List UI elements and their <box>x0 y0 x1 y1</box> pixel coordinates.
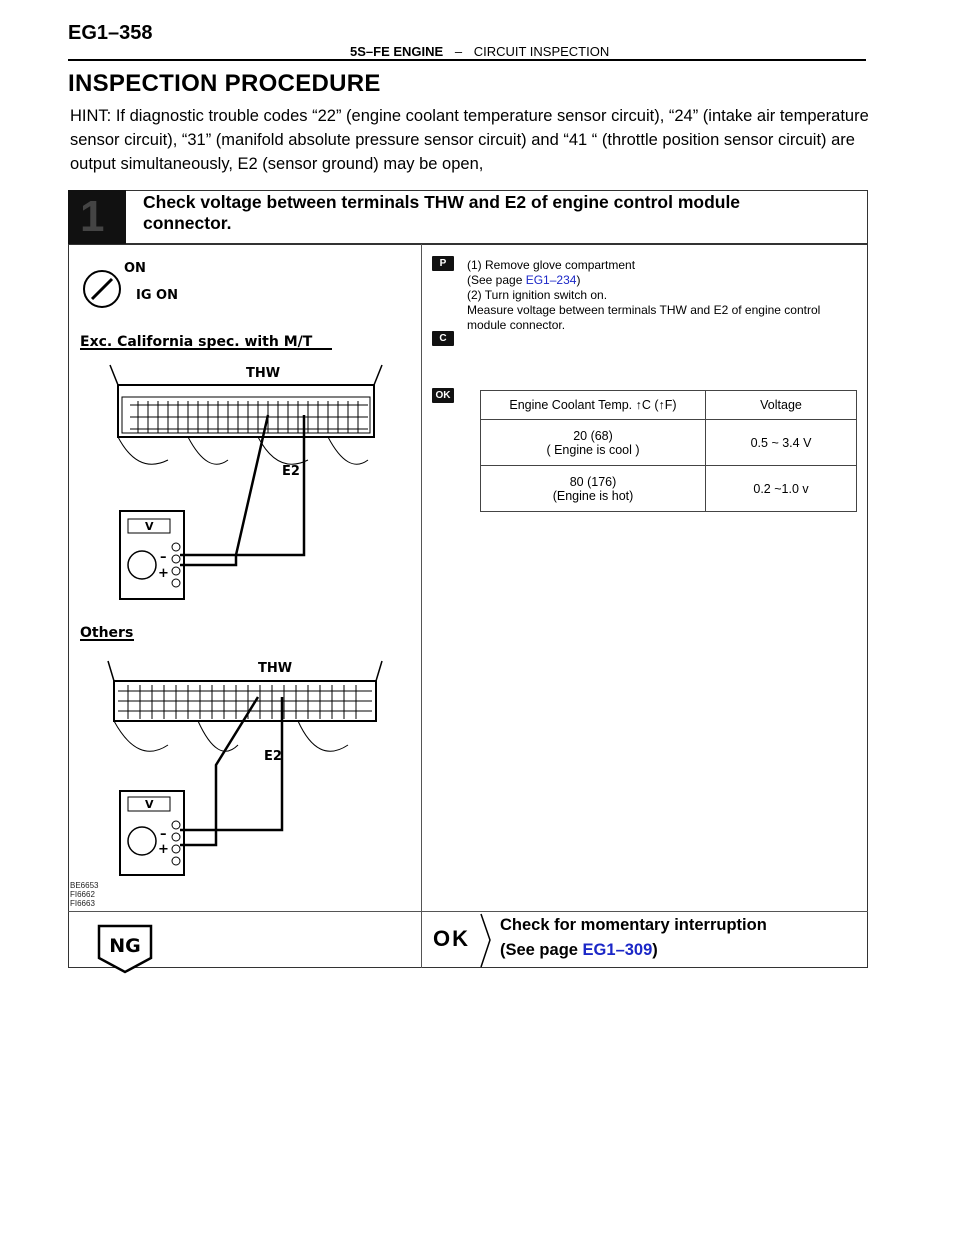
col-temp-header: Engine Coolant Temp. ↑C (↑F) <box>481 391 706 420</box>
page-link-eg1-309[interactable]: EG1–309 <box>582 941 653 959</box>
temp-cell: 80 (176) (Engine is hot) <box>481 466 706 512</box>
switch-ig-label: IG ON <box>136 288 178 303</box>
figure-codes <box>70 881 98 908</box>
column-divider <box>421 244 422 968</box>
meter-v-label-a: V <box>145 520 154 533</box>
section-name: 5S–FE ENGINE <box>350 44 444 59</box>
outcome-see-page: (See page EG1–309) <box>500 941 658 959</box>
ng-badge <box>97 924 153 974</box>
ok-outcome-label: OK <box>433 926 470 951</box>
voltage-cell: 0.5 ~ 3.4 V <box>706 420 857 466</box>
procedure-step-2: (2) Turn ignition switch on. <box>467 288 608 302</box>
meter-minus-a: – <box>160 550 167 565</box>
thw-label-b: THW <box>258 661 293 676</box>
page-title: INSPECTION PROCEDURE <box>68 70 381 97</box>
ok-outcome-text <box>500 913 767 963</box>
badge-c: C <box>432 331 454 346</box>
figure-code: FI6663 <box>70 899 95 908</box>
meter-v-label-b: V <box>145 798 154 811</box>
procedure-measure: Measure voltage between terminals THW and E2 of engine control module connector. <box>467 303 821 332</box>
section-header <box>350 44 609 59</box>
table-row <box>481 466 857 512</box>
spec-table-wrap <box>480 390 857 512</box>
outcome-divider-right <box>421 911 868 912</box>
ignition-key-icon <box>84 271 120 307</box>
page-link-eg1-234[interactable]: EG1–234 <box>525 273 577 287</box>
chevron-right-icon <box>480 913 492 968</box>
variant-a-label: Exc. California spec. with M/T <box>80 334 313 350</box>
spec-table <box>480 390 857 512</box>
switch-on-label: ON <box>124 261 146 276</box>
header-rule <box>68 59 866 61</box>
col-voltage-header: Voltage <box>706 391 857 420</box>
procedure-step-1: (1) Remove glove compartment <box>467 258 636 272</box>
voltage-cell: 0.2 ~1.0 v <box>706 466 857 512</box>
figure-code: FI6662 <box>70 890 95 899</box>
thw-label-a: THW <box>246 366 281 381</box>
step-title: Check voltage between terminals THW and E2 of engine control module connector. <box>143 192 741 233</box>
procedure-see-page: (See page EG1–234) <box>467 273 581 287</box>
procedure-text <box>467 258 857 333</box>
e2-label-b: E2 <box>264 749 282 764</box>
meter-plus-a: + <box>158 566 169 581</box>
page-id: EG1–358 <box>68 22 153 44</box>
ecm-connector-b <box>108 661 382 751</box>
meter-plus-b: + <box>158 842 169 857</box>
badge-p: P <box>432 256 454 271</box>
ng-label: NG <box>109 935 141 957</box>
subsection-name: CIRCUIT INSPECTION <box>473 44 610 59</box>
step-number: 1 <box>80 192 105 241</box>
outcome-divider-left <box>68 911 421 912</box>
meter-minus-b: – <box>160 827 167 842</box>
outcome-line-1: Check for momentary interruption <box>500 916 767 934</box>
badge-ok: OK <box>432 388 454 403</box>
hint-text: HINT: If diagnostic trouble codes “22” (engine coolant temperature sensor circuit), “24” (intake air temperature sensor circuit), “31” (manifold absolute pressure sensor circuit) and “41 “ (throttle position sensor circuit) are output simultaneously, E2 (sensor ground) may be open, <box>70 107 869 173</box>
e2-label-a: E2 <box>282 464 300 479</box>
temp-cell: 20 (68) ( Engine is cool ) <box>481 420 706 466</box>
figure-code: BE6653 <box>70 881 99 890</box>
wiring-diagram <box>68 245 421 910</box>
variant-b-label: Others <box>80 625 134 641</box>
table-row <box>481 420 857 466</box>
header-separator: – <box>454 44 463 59</box>
